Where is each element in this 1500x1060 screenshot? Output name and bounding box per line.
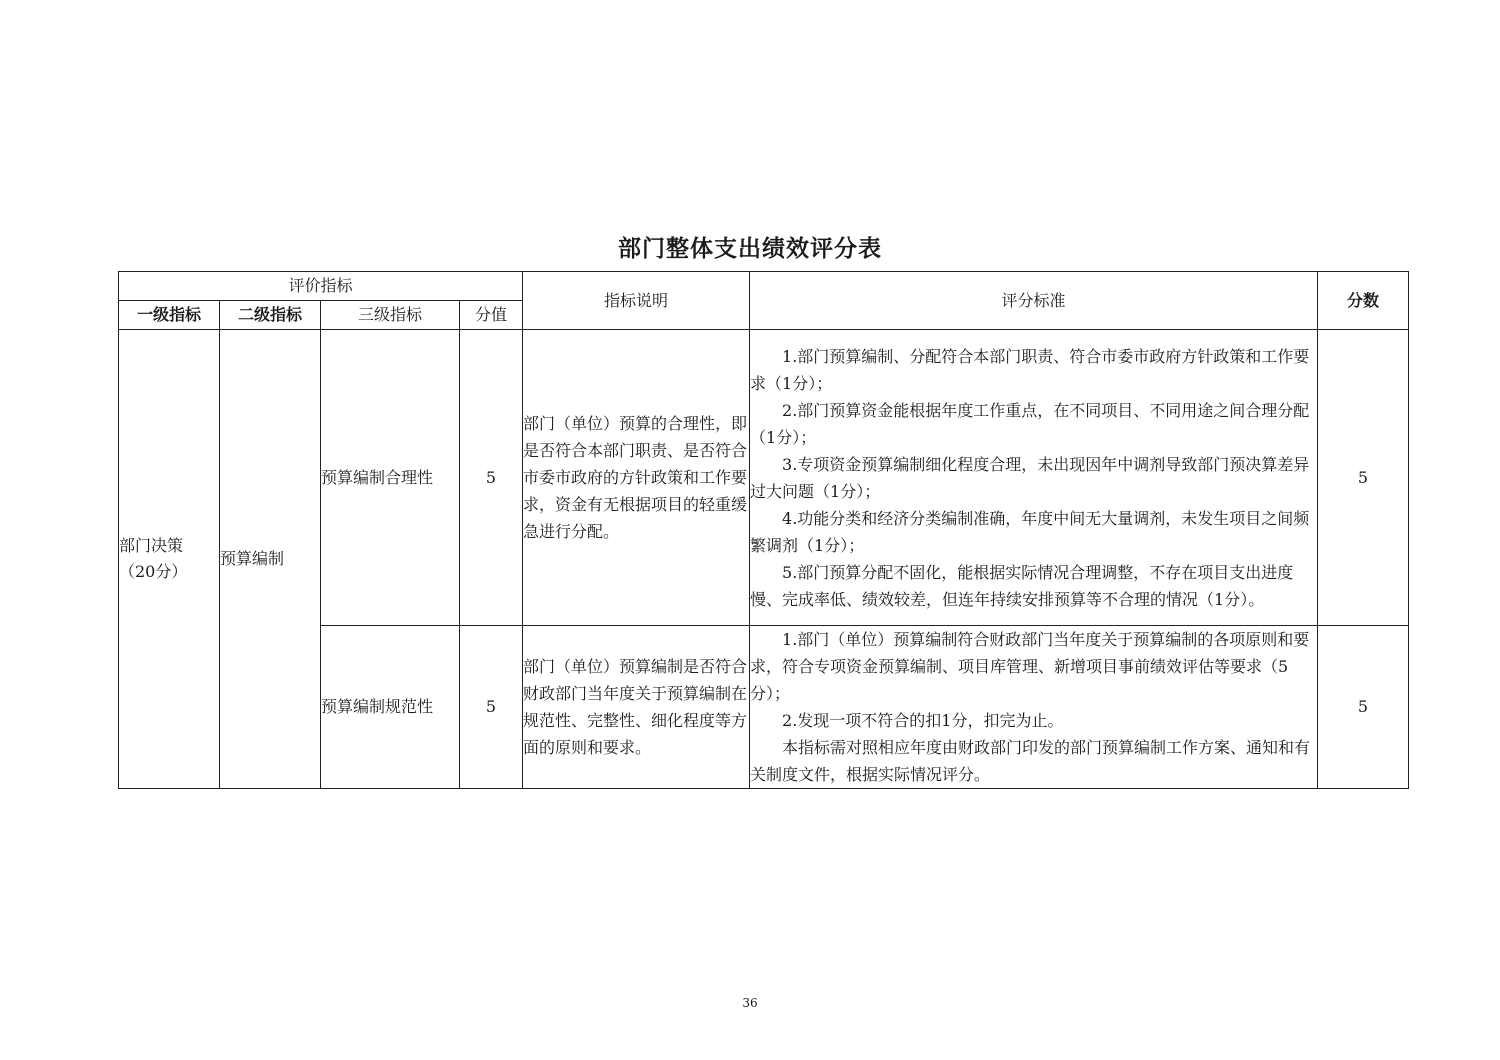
header-weight: 分值	[460, 301, 523, 330]
level1-name: 部门决策	[119, 536, 184, 555]
header-row-1	[119, 272, 1409, 301]
score-value: 5	[1318, 330, 1409, 626]
header-criteria: 评分标准	[750, 272, 1318, 330]
criteria-cell	[750, 330, 1318, 626]
header-level1: 一级指标	[119, 301, 220, 330]
page-title: 部门整体支出绩效评分表	[618, 236, 882, 262]
criteria-item: 3.专项资金预算编制细化程度合理，未出现因年中调剂导致部门预决算差异过大问题（1分）；	[750, 454, 1310, 501]
level3-indicator: 预算编制规范性	[321, 626, 460, 789]
indicator-description: 部门（单位）预算的合理性，即是否符合本部门职责、是否符合市委市政府的方针政策和工作要求，资金有无根据项目的轻重缓急进行分配。	[523, 330, 750, 626]
page-number: 36	[742, 996, 758, 1010]
weight-value: 5	[460, 626, 523, 789]
header-description: 指标说明	[523, 272, 750, 330]
header-level3: 三级指标	[321, 301, 460, 330]
level1-points: （20分）	[119, 562, 188, 581]
table-row	[119, 330, 1409, 626]
criteria-item: 4.功能分类和经济分类编制准确，年度中间无大量调剂，未发生项目之间频繁调剂（1分）；	[750, 508, 1310, 555]
header-level2: 二级指标	[220, 301, 321, 330]
header-evaluation-indicators: 评价指标	[119, 272, 523, 301]
weight-value: 5	[460, 330, 523, 626]
level2-cell: 预算编制	[220, 330, 321, 789]
level3-indicator: 预算编制合理性	[321, 330, 460, 626]
criteria-item: 2.部门预算资金能根据年度工作重点，在不同项目、不同用途之间合理分配（1分）；	[750, 400, 1310, 447]
criteria-item: 1.部门（单位）预算编制符合财政部门当年度关于预算编制的各项原则和要求，符合专项资金预算编制、项目库管理、新增项目事前绩效评估等要求（5分）；	[750, 630, 1310, 703]
criteria-cell	[750, 626, 1318, 789]
score-table	[118, 271, 1409, 789]
criteria-item: 本指标需对照相应年度由财政部门印发的部门预算编制工作方案、通知和有关制度文件，根据实际情况评分。	[750, 738, 1311, 784]
level1-cell	[119, 330, 220, 789]
score-value: 5	[1318, 626, 1409, 789]
criteria-item: 5.部门预算分配不固化，能根据实际情况合理调整，不存在项目支出进度慢、完成率低、绩效较差，但连年持续安排预算等不合理的情况（1分）。	[750, 562, 1294, 609]
indicator-description: 部门（单位）预算编制是否符合财政部门当年度关于预算编制在规范性、完整性、细化程度等方面的原则和要求。	[523, 626, 750, 789]
criteria-item: 2.发现一项不符合的扣1分，扣完为止。	[782, 711, 1064, 730]
header-score: 分数	[1318, 272, 1409, 330]
criteria-item: 1.部门预算编制、分配符合本部门职责、符合市委市政府方针政策和工作要求（1分）；	[750, 346, 1310, 393]
